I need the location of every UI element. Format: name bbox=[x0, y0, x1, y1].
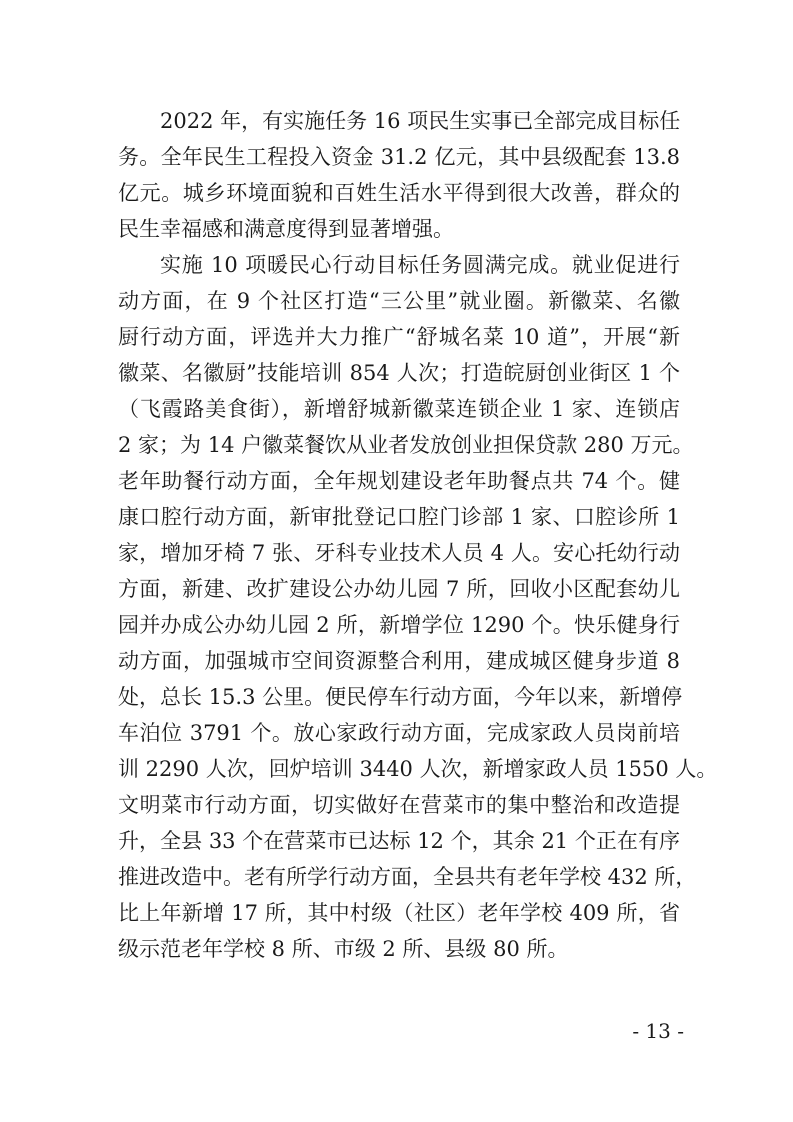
paragraph-line: 文明菜市行动方面，切实做好在营菜市的集中整治和改造提 bbox=[118, 793, 680, 817]
paragraph-line: 动方面，在 9 个社区打造“三公里”就业圈。新徽菜、名徽 bbox=[118, 289, 680, 313]
paragraph-line: （飞霞路美食街），新增舒城新徽菜连锁企业 1 家、连锁店 bbox=[118, 397, 680, 421]
paragraph-line: 实施 10 项暖民心行动目标任务圆满完成。就业促进行 bbox=[160, 253, 680, 277]
paragraph-line: 康口腔行动方面，新审批登记口腔门诊部 1 家、口腔诊所 1 bbox=[118, 505, 680, 529]
paragraph-line: 家，增加牙椅 7 张、牙科专业技术人员 4 人。安心托幼行动 bbox=[118, 541, 680, 565]
paragraph-line: 方面，新建、改扩建设公办幼儿园 7 所，回收小区配套幼儿 bbox=[118, 577, 680, 601]
paragraph-line: 动方面，加强城市空间资源整合利用，建成城区健身步道 8 bbox=[118, 649, 680, 673]
paragraph-line: 车泊位 3791 个。放心家政行动方面，完成家政人员岗前培 bbox=[118, 721, 680, 745]
paragraph-line: 民生幸福感和满意度得到显著增强。 bbox=[118, 217, 454, 241]
paragraph-line: 务。全年民生工程投入资金 31.2 亿元，其中县级配套 13.8 bbox=[118, 145, 680, 169]
paragraph-line: 推进改造中。老有所学行动方面，全县共有老年学校 432 所， bbox=[118, 865, 697, 889]
paragraph-line: 老年助餐行动方面，全年规划建设老年助餐点共 74 个。健 bbox=[118, 469, 680, 493]
paragraph-line: 2022 年，有实施任务 16 项民生实事已全部完成目标任 bbox=[160, 109, 681, 133]
paragraph-line: 比上年新增 17 所，其中村级（社区）老年学校 409 所，省 bbox=[118, 901, 680, 925]
paragraph-line: 级示范老年学校 8 所、市级 2 所、县级 80 所。 bbox=[118, 937, 569, 961]
paragraph-line: 2 家；为 14 户徽菜餐饮从业者发放创业担保贷款 280 万元。 bbox=[118, 433, 694, 457]
paragraph-line: 训 2290 人次，回炉培训 3440 人次，新增家政人员 1550 人。 bbox=[118, 757, 718, 781]
paragraph-line: 园并办成公办幼儿园 2 所，新增学位 1290 个。快乐健身行 bbox=[118, 613, 680, 637]
paragraph-line: 升，全县 33 个在营菜市已达标 12 个，其余 21 个正在有序 bbox=[118, 829, 680, 853]
paragraph-line: 处，总长 15.3 公里。便民停车行动方面，今年以来，新增停 bbox=[118, 685, 683, 709]
page-number: - 13 - bbox=[632, 1019, 684, 1043]
paragraph-line: 徽菜、名徽厨”技能培训 854 人次；打造皖厨创业街区 1 个 bbox=[118, 361, 680, 385]
paragraph-line: 亿元。城乡环境面貌和百姓生活水平得到很大改善，群众的 bbox=[118, 181, 680, 205]
paragraph-line: 厨行动方面，评选并大力推广“舒城名菜 10 道”，开展“新 bbox=[118, 325, 680, 349]
